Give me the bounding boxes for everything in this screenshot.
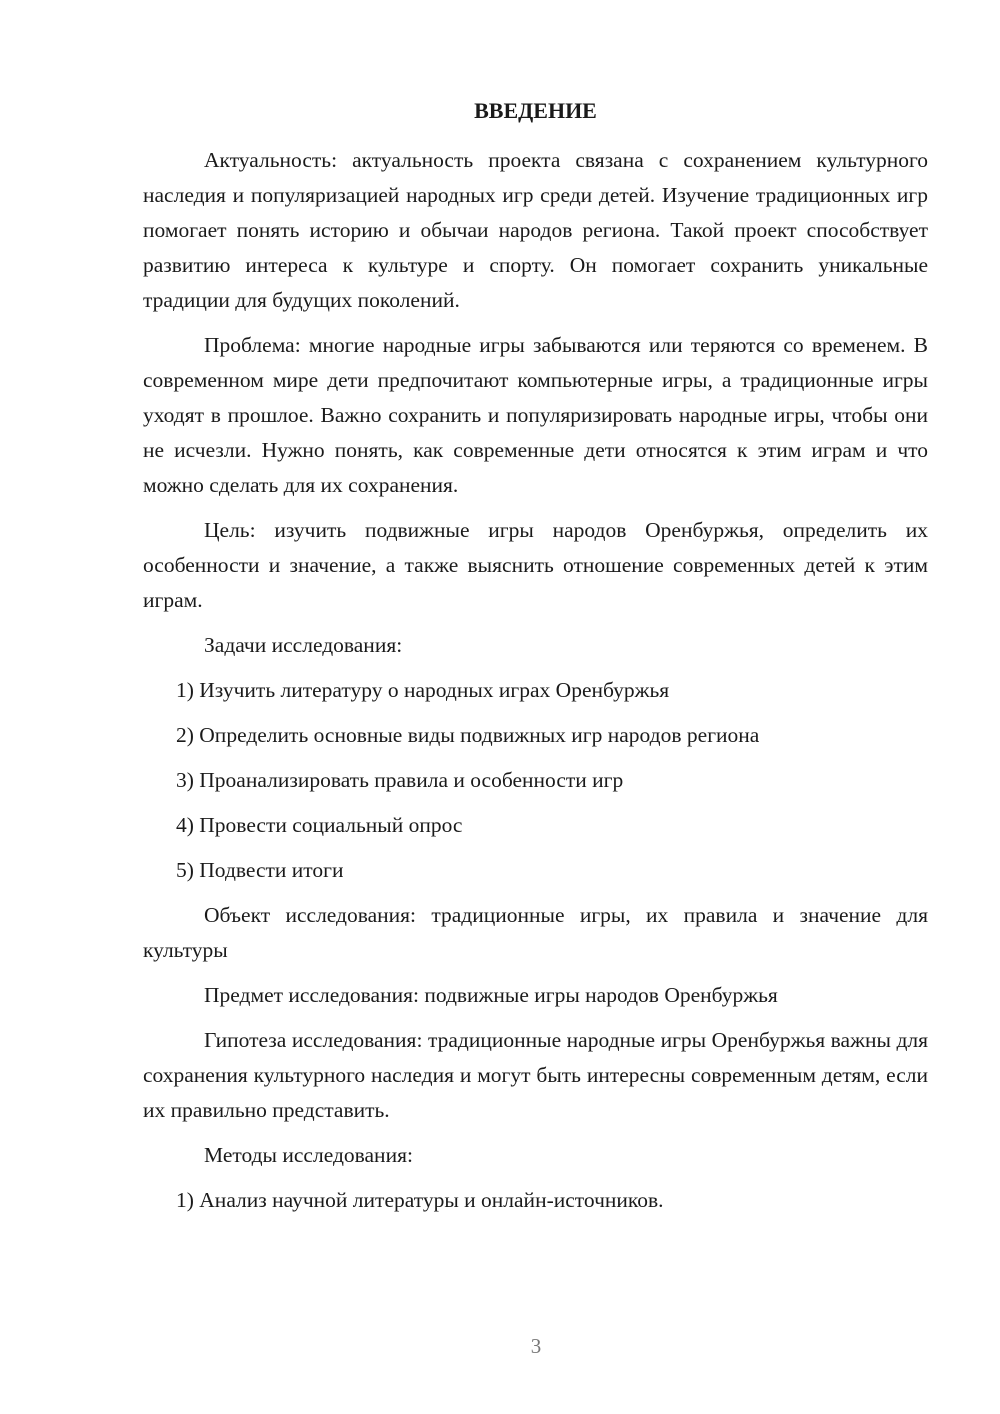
object-paragraph: Объект исследования: традиционные игры, их правила и значение для культуры [143,903,928,962]
tasks-heading: Задачи исследования: [204,633,403,657]
relevance-paragraph: Актуальность: актуальность проекта связана с сохранением культурного наследия и популяризацией народных игр среди детей. Изучение традиционных игр помогает понять историю и обычаи народов региона. Такой проект способствует развитию интереса к культуре и спорту. Он помогает сохранить уникальные традиции для будущих поколений. [143,148,928,312]
task-item: 4) Провести социальный опрос [176,813,463,837]
problem-paragraph: Проблема: многие народные игры забываются или теряются со временем. В современном мире дети предпочитают компьютерные игры, а традиционные игры уходят в прошлое. Важно сохранить и популяризировать народные игры, чтобы они не исчезли. Нужно понять, как современные дети относятся к этим играм и что можно сделать для их сохранения. [143,333,928,497]
document-body [143,143,928,1218]
subject-paragraph: Предмет исследования: подвижные игры народов Оренбуржья [204,983,778,1007]
methods-heading: Методы исследования: [204,1143,413,1167]
page-number: 3 [530,1334,542,1358]
task-item: 3) Проанализировать правила и особенности игр [176,768,624,792]
method-item: 1) Анализ научной литературы и онлайн-источников. [176,1188,664,1212]
task-item: 5) Подвести итоги [176,858,344,882]
task-item: 1) Изучить литературу о народных играх Оренбуржья [176,678,670,702]
hypothesis-paragraph: Гипотеза исследования: традиционные народные игры Оренбуржья важны для сохранения культурного наследия и могут быть интересны современным детям, если их правильно представить. [143,1028,928,1122]
goal-paragraph: Цель: изучить подвижные игры народов Оренбуржья, определить их особенности и значение, а также выяснить отношение современных детей к этим играм. [143,518,928,612]
page-title: ВВЕДЕНИЕ [474,98,597,123]
task-item: 2) Определить основные виды подвижных игр народов региона [176,723,760,747]
